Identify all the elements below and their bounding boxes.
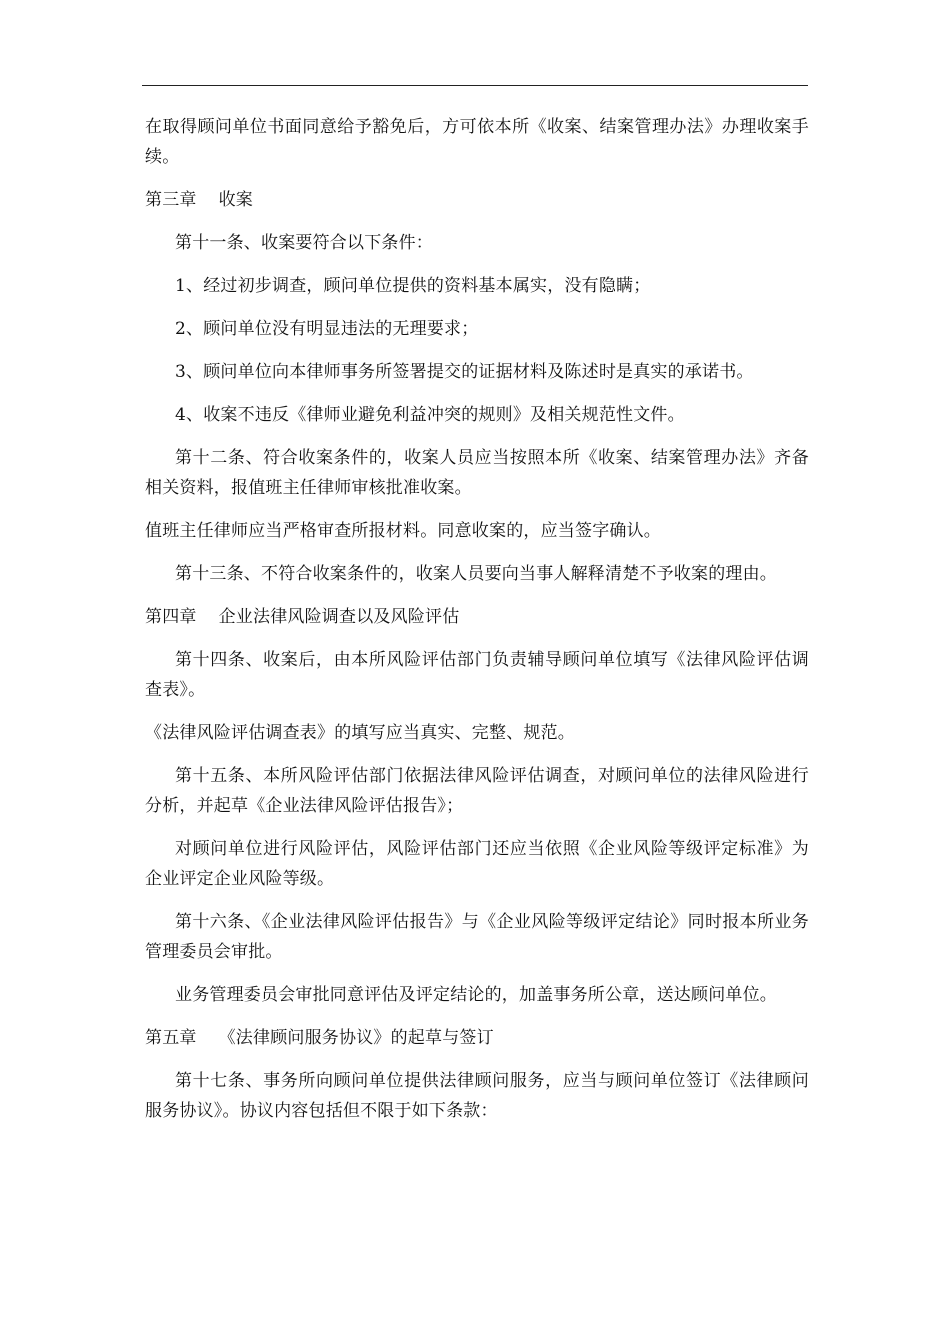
article-16-note: 业务管理委员会审批同意评估及评定结论的，加盖事务所公章，送达顾问单位。 <box>175 985 777 1005</box>
article-12: 第十二条、符合收案条件的，收案人员应当按照本所《收案、结案管理办法》齐备相关资料，报值班主任律师审核批准收案。 <box>145 448 809 498</box>
chapter-4-heading <box>145 602 809 632</box>
document-body <box>145 112 809 1139</box>
article-14: 第十四条、收案后，由本所风险评估部门负责辅导顾问单位填写《法律风险评估调查表》。 <box>145 650 809 700</box>
chapter-4-number: 第四章 <box>145 607 197 627</box>
chapter-5-number: 第五章 <box>145 1028 197 1048</box>
chapter-4-title: 企业法律风险调查以及风险评估 <box>218 607 460 627</box>
chapter-3-heading <box>145 185 809 215</box>
condition-1: 1、经过初步调查，顾问单位提供的资料基本属实，没有隐瞒； <box>175 276 651 296</box>
article-15: 第十五条、本所风险评估部门依据法律风险评估调查，对顾问单位的法律风险进行分析，并起草《企业法律风险评估报告》； <box>145 766 809 816</box>
article-17: 第十七条、事务所向顾问单位提供法律顾问服务，应当与顾问单位签订《法律顾问服务协议》。协议内容包括但不限于如下条款： <box>145 1071 809 1121</box>
paragraph-waiver: 在取得顾问单位书面同意给予豁免后，方可依本所《收案、结案管理办法》办理收案手续。 <box>145 117 809 167</box>
header-rule <box>142 85 808 86</box>
article-11: 第十一条、收案要符合以下条件： <box>175 233 433 253</box>
article-16: 第十六条、《企业法律风险评估报告》与《企业风险等级评定结论》同时报本所业务管理委员会审批。 <box>145 912 809 962</box>
condition-2: 2、顾问单位没有明显违法的无理要求； <box>175 319 479 339</box>
condition-3: 3、顾问单位向本律师事务所签署提交的证据材料及陈述时是真实的承诺书。 <box>175 362 754 382</box>
condition-4: 4、收案不违反《律师业避免利益冲突的规则》及相关规范性文件。 <box>175 405 685 425</box>
chapter-5-title: 《法律顾问服务协议》的起草与签订 <box>218 1028 494 1048</box>
article-13: 第十三条、不符合收案条件的，收案人员要向当事人解释清楚不予收案的理由。 <box>175 564 777 584</box>
article-14-note: 《法律风险评估调查表》的填写应当真实、完整、规范。 <box>145 723 575 743</box>
article-15-note: 对顾问单位进行风险评估，风险评估部门还应当依照《企业风险等级评定标准》为企业评定企业风险等级。 <box>145 839 809 889</box>
article-12-note: 值班主任律师应当严格审查所报材料。同意收案的，应当签字确认。 <box>145 521 661 541</box>
chapter-3-number: 第三章 <box>145 190 197 210</box>
chapter-3-title: 收案 <box>218 190 254 210</box>
chapter-5-heading <box>145 1023 809 1053</box>
